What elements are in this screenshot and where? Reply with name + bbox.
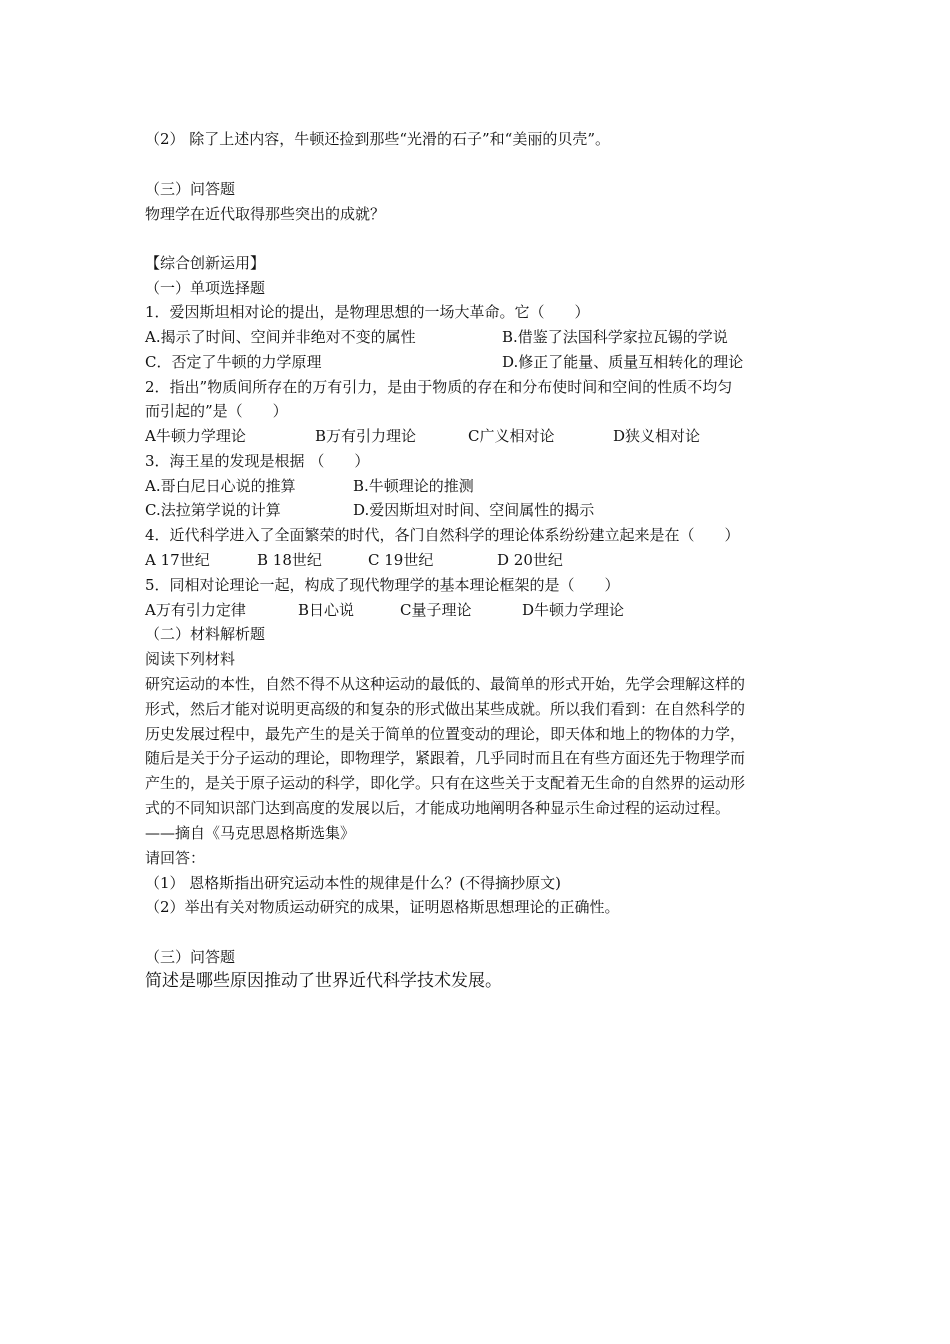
q3-option-c: C.法拉第学说的计算 <box>145 501 281 519</box>
sub-question-2: （2）举出有关对物质运动研究的成果，证明恩格斯思想理论的正确性。 <box>145 898 620 916</box>
sub-question-1: （1） 恩格斯指出研究运动本性的规律是什么？(不得摘抄原文) <box>145 874 562 892</box>
material-paragraph-line: 研究运动的本性，自然不得不从这种运动的最低的、最简单的形式开始，先学会理解这样的 <box>145 675 746 693</box>
single-choice-heading: （一）单项选择题 <box>145 279 266 297</box>
q2-option-d: D狭义相对论 <box>613 427 701 445</box>
q3-stem: 3．海王星的发现是根据 （ ） <box>145 452 370 470</box>
material-source: ——摘自《马克思恩格斯选集》 <box>145 824 356 842</box>
qa-heading: （三）问答题 <box>145 948 236 966</box>
q2-option-a: A牛顿力学理论 <box>145 427 246 445</box>
material-heading: （二）材料解析题 <box>145 625 266 643</box>
qa-question: 简述是哪些原因推动了世界近代科学技术发展。 <box>145 971 502 991</box>
q3-option-a: A.哥白尼日心说的推算 <box>145 477 296 495</box>
q2-stem-line2: 而引起的”是（ ） <box>145 402 288 420</box>
q5-option-d: D牛顿力学理论 <box>522 601 625 619</box>
q4-stem: 4．近代科学进入了全面繁荣的时代，各门自然科学的理论体系纷纷建立起来是在（ ） <box>145 526 740 544</box>
material-paragraph-line: 历史发展过程中，最先产生的是关于简单的位置变动的理论，即天体和地上的物体的力学， <box>145 725 746 743</box>
please-answer-label: 请回答： <box>145 849 206 867</box>
q4-option-d: D 20世纪 <box>497 551 563 569</box>
q3-option-d: D.爱因斯坦对时间、空间属性的揭示 <box>353 501 595 519</box>
material-paragraph-line: 式的不同知识部门达到高度的发展以后，才能成功地阐明各种显示生命过程的运动过程。 <box>145 799 731 817</box>
section-title: 【综合创新运用】 <box>145 254 266 272</box>
q5-option-c: C量子理论 <box>400 601 472 619</box>
prev-qa-heading: （三）问答题 <box>145 180 236 198</box>
q4-option-a: A 17世纪 <box>145 551 210 569</box>
material-paragraph-line: 随后是关于分子运动的理论，即物理学，紧跟着，几乎同时而且在有些方面还先于物理学而 <box>145 749 746 767</box>
q1-option-c: C．否定了牛顿的力学原理 <box>145 353 322 371</box>
material-intro: 阅读下列材料 <box>145 650 236 668</box>
q1-stem: 1．爱因斯坦相对论的提出，是物理思想的一场大革命。它（ ） <box>145 303 590 321</box>
material-paragraph-line: 形式，然后才能对说明更高级的和复杂的形式做出某些成就。所以我们看到：在自然科学的 <box>145 700 746 718</box>
q1-option-d: D.修正了能量、质量互相转化的理论 <box>502 353 744 371</box>
prev-sub-question-2: （2） 除了上述内容，牛顿还捡到那些“光滑的石子”和“美丽的贝壳”。 <box>145 130 610 148</box>
q4-option-c: C 19世纪 <box>368 551 434 569</box>
q2-stem-line1: 2．指出”物质间所存在的万有引力，是由于物质的存在和分布使时间和空间的性质不均匀 <box>145 378 733 396</box>
prev-qa-question: 物理学在近代取得那些突出的成就？ <box>145 205 386 223</box>
q5-option-a: A万有引力定律 <box>145 601 246 619</box>
q2-option-c: C广义相对论 <box>468 427 555 445</box>
q4-option-b: B 18世纪 <box>257 551 322 569</box>
material-paragraph-line: 产生的，是关于原子运动的科学，即化学。只有在这些关于支配着无生命的自然界的运动形 <box>145 774 746 792</box>
q1-option-b: B.借鉴了法国科学家拉瓦锡的学说 <box>502 328 728 346</box>
q5-stem: 5．同相对论理论一起，构成了现代物理学的基本理论框架的是（ ） <box>145 576 620 594</box>
q5-option-b: B日心说 <box>298 601 355 619</box>
q1-option-a: A.揭示了时间、空间并非绝对不变的属性 <box>145 328 416 346</box>
q2-option-b: B万有引力理论 <box>315 427 417 445</box>
q3-option-b: B.牛顿理论的推测 <box>353 477 474 495</box>
